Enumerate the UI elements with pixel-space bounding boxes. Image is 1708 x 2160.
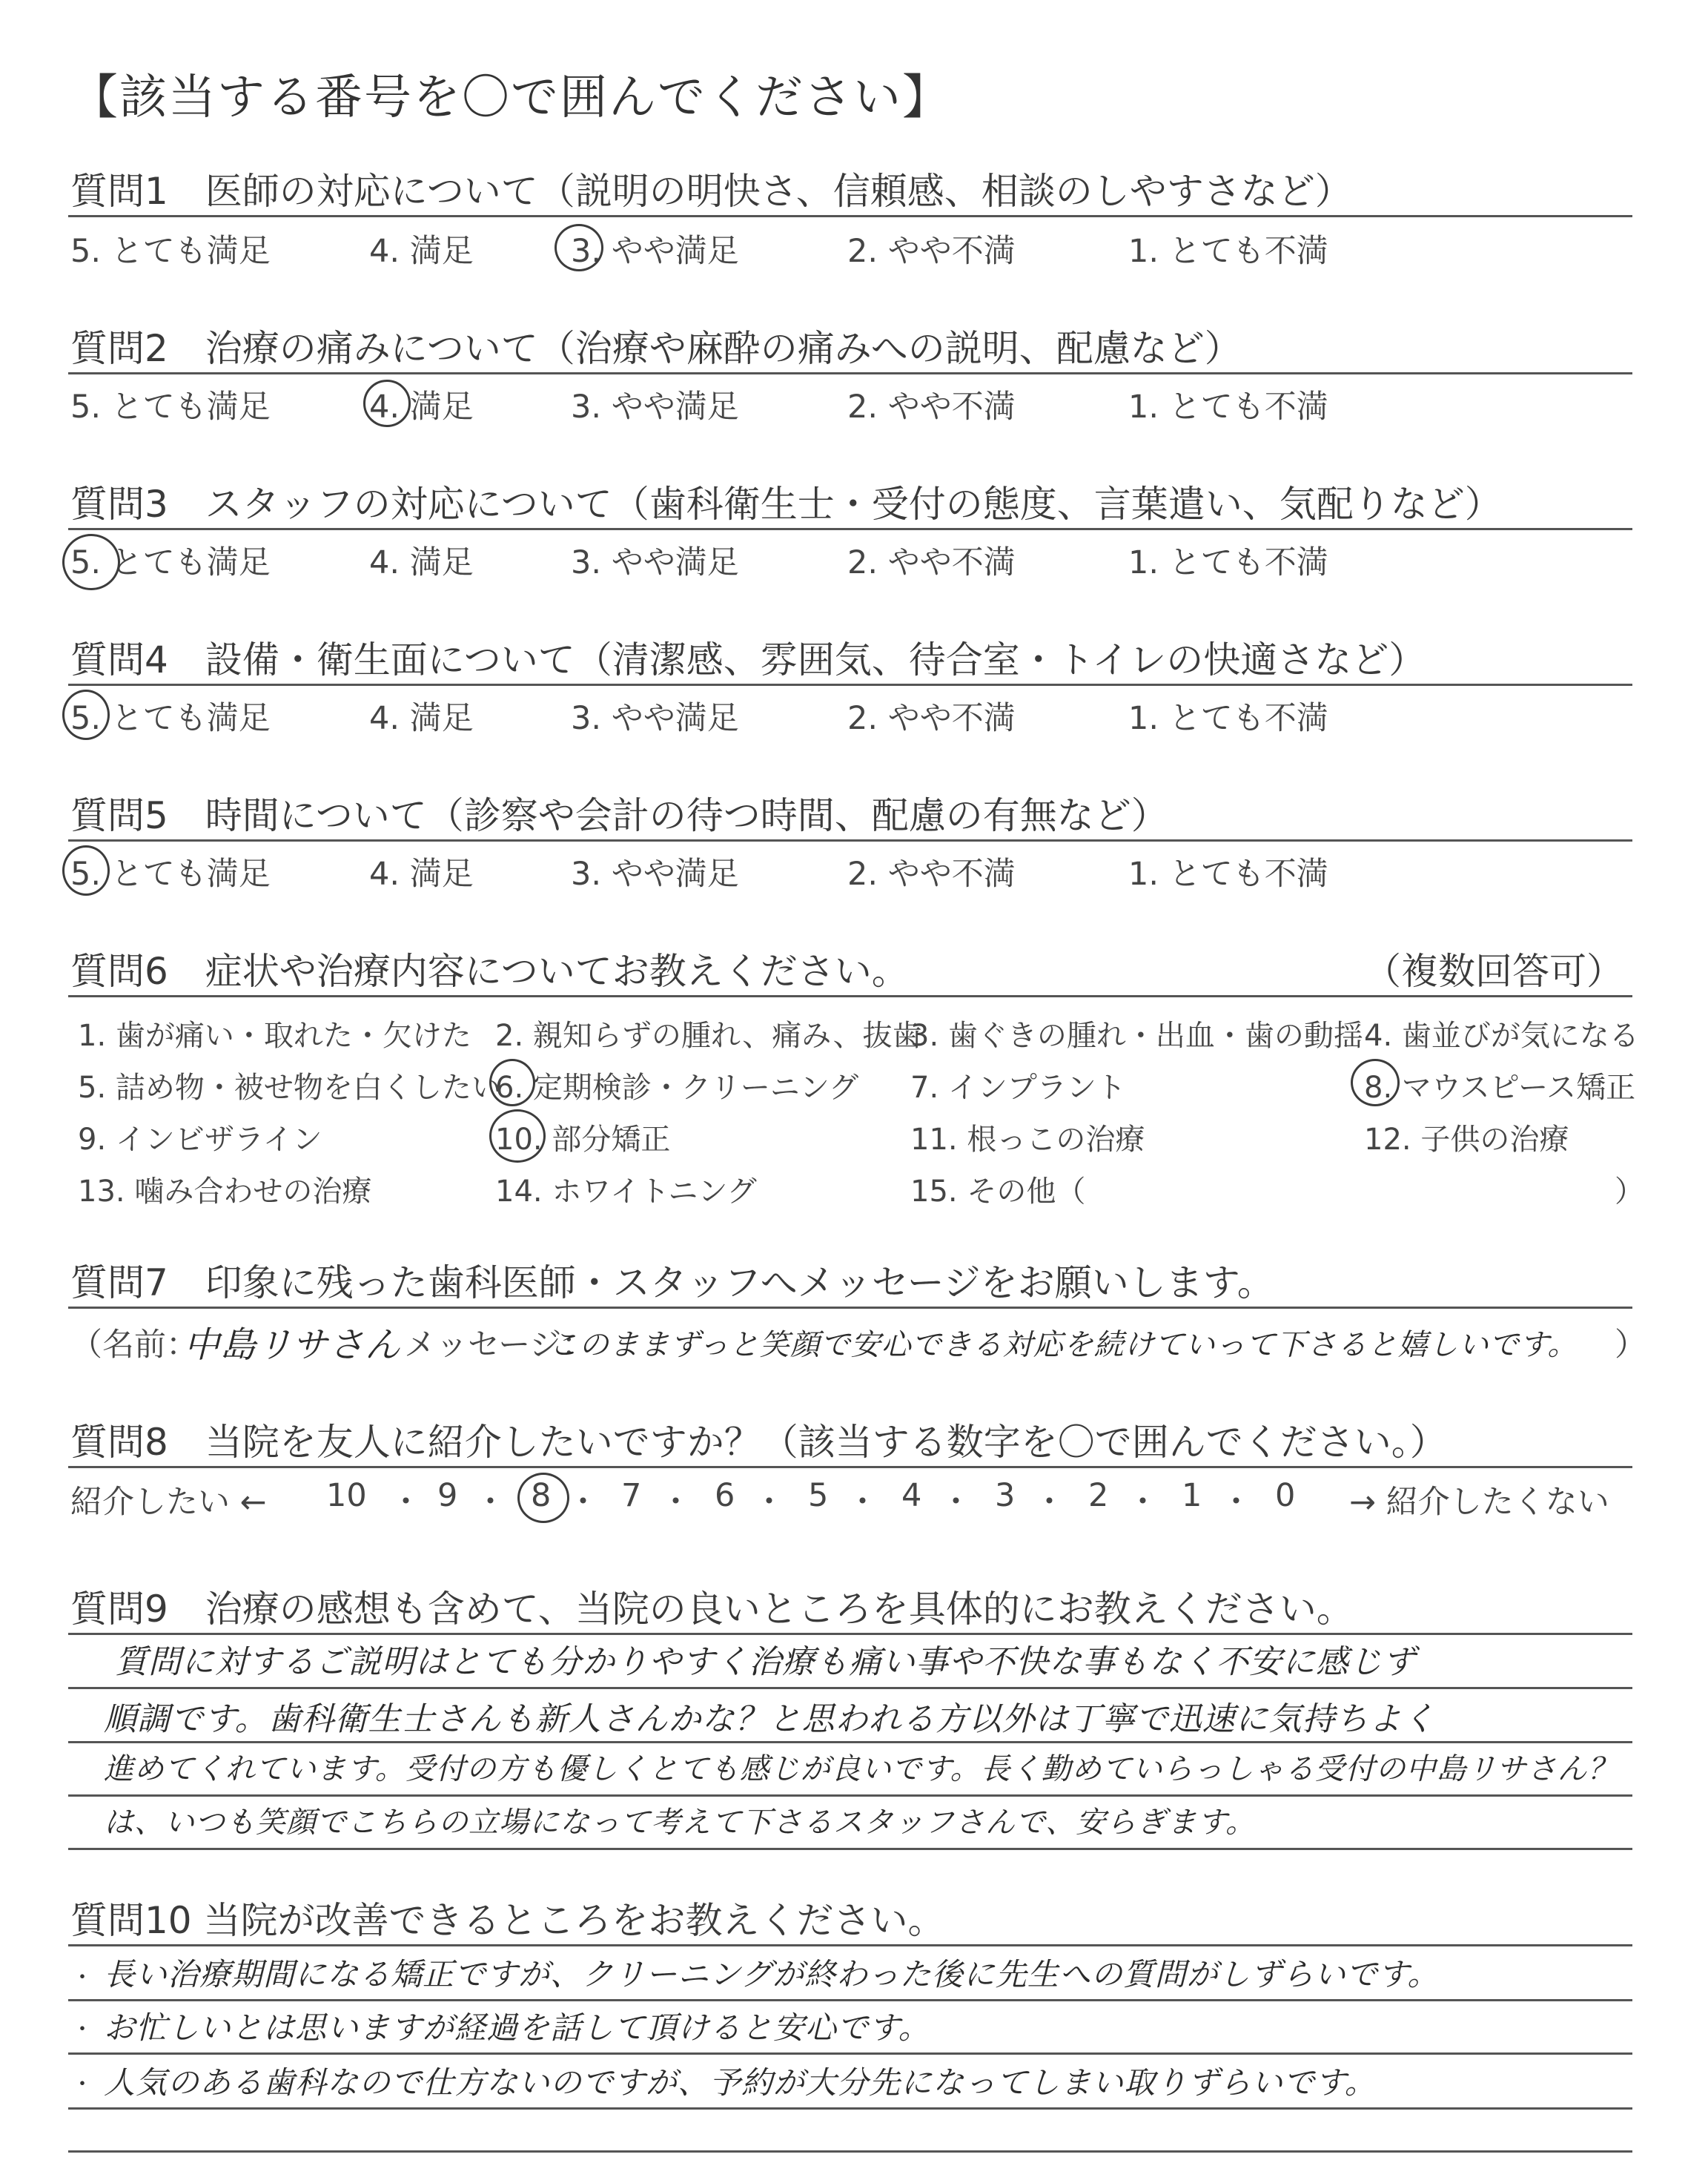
writing-line — [68, 1794, 1632, 1797]
multi-answer-note: （複数回答可） — [1364, 950, 1623, 993]
bullet-mark: ・ — [71, 2072, 93, 2098]
scale-dot: ・ — [474, 1484, 506, 1521]
scale-9[interactable]: 9 — [437, 1477, 458, 1514]
message-close-paren: ） — [1615, 1327, 1646, 1364]
q5-option-2[interactable]: 2. やや不満 — [847, 856, 1016, 893]
q4-option-2[interactable]: 2. やや不満 — [847, 700, 1016, 737]
question-1-label: 質問1 医師の対応について（説明の明快さ、信頼感、相談のしやすさなど） — [70, 170, 1352, 213]
bullet-mark: ・ — [71, 1965, 93, 1991]
q5-option-3[interactable]: 3. やや満足 — [571, 856, 739, 893]
scale-dot: ・ — [390, 1484, 422, 1521]
scale-3[interactable]: 3 — [995, 1477, 1016, 1514]
q4-option-4[interactable]: 4. 満足 — [369, 700, 474, 737]
other-close-paren: ） — [1615, 1175, 1644, 1209]
q6-item-7[interactable]: 7. インプラント — [910, 1071, 1126, 1105]
q3-option-4[interactable]: 4. 満足 — [369, 544, 474, 581]
handwritten-line: 進めてくれています。受付の方も優しくとても感じが良いです。長く勤めていらっしゃる受付の中島リサさん？ — [104, 1752, 1618, 1786]
selection-circle — [489, 1059, 535, 1106]
q5-option-5[interactable]: 5. とても満足 — [70, 856, 271, 893]
selection-circle — [62, 690, 110, 740]
question-6-label: 質問6 症状や治療内容についてお教えください。 — [70, 950, 909, 993]
scale-6[interactable]: 6 — [715, 1477, 735, 1514]
question-10-label: 質問10 当院が改善できるところをお教えください。 — [70, 1899, 945, 1942]
writing-line — [68, 2150, 1632, 2153]
q6-item-4[interactable]: 4. 歯並びが気になる — [1364, 1019, 1639, 1053]
selection-circle — [555, 224, 603, 271]
scale-4[interactable]: 4 — [901, 1477, 922, 1514]
q1-option-3[interactable]: 3. やや満足 — [571, 233, 739, 270]
q6-item-11[interactable]: 11. 根っこの治療 — [910, 1123, 1145, 1157]
question-4-label: 質問4 設備・衛生面について（清潔感、雰囲気、待合室・トイレの快適さなど） — [70, 638, 1426, 681]
divider — [68, 684, 1632, 686]
question-7-label: 質問7 印象に残った歯科医師・スタッフへメッセージをお願いします。 — [70, 1261, 1274, 1304]
message-label: メッセージ： — [404, 1327, 594, 1364]
question-5-label: 質問5 時間について（診察や会計の待つ時間、配慮の有無など） — [70, 794, 1168, 837]
scale-0[interactable]: 0 — [1275, 1477, 1296, 1514]
q6-item-1[interactable]: 1. 歯が痛い・取れた・欠けた — [78, 1019, 471, 1053]
handwritten-name[interactable]: 中島リサさん — [184, 1324, 402, 1366]
q2-option-4[interactable]: 4. 満足 — [369, 389, 474, 426]
writing-line — [68, 2107, 1632, 2110]
q6-item-6[interactable]: 6. 定期検診・クリーニング — [495, 1071, 859, 1105]
scale-10[interactable]: 10 — [326, 1477, 367, 1514]
q1-option-2[interactable]: 2. やや不満 — [847, 233, 1016, 270]
writing-line — [68, 2052, 1632, 2055]
q5-option-1[interactable]: 1. とても不満 — [1128, 856, 1328, 893]
scale-2[interactable]: 2 — [1088, 1477, 1109, 1514]
q1-option-1[interactable]: 1. とても不満 — [1128, 233, 1328, 270]
q6-item-15[interactable]: 15. その他（ — [910, 1175, 1086, 1209]
writing-line — [68, 1687, 1632, 1689]
scale-7[interactable]: 7 — [621, 1477, 642, 1514]
bullet-mark: ・ — [71, 2017, 93, 2043]
divider — [68, 372, 1632, 374]
question-2-label: 質問2 治療の痛みについて（治療や麻酔の痛みへの説明、配慮など） — [70, 327, 1242, 370]
scale-dot: ・ — [847, 1484, 878, 1521]
divider — [68, 1307, 1632, 1309]
form-title: 【該当する番号を〇で囲んでください】 — [70, 70, 951, 125]
q4-option-5[interactable]: 5. とても満足 — [70, 700, 271, 737]
q1-option-5[interactable]: 5. とても満足 — [70, 233, 271, 270]
q2-option-1[interactable]: 1. とても不満 — [1128, 389, 1328, 426]
q3-option-5[interactable]: 5. とても満足 — [70, 544, 271, 581]
recommend-left-label: 紹介したい ← — [70, 1484, 267, 1521]
handwritten-line: 人気のある歯科なので仕方ないのですが、予約が大分先になってしまい取りずらいです。 — [104, 2064, 1377, 2101]
q6-item-2[interactable]: 2. 親知らずの腫れ、痛み、抜歯 — [495, 1019, 922, 1053]
handwritten-line: 長い治療期間になる矯正ですが、クリーニングが終わった後に先生への質問がしずらいです。 — [104, 1956, 1440, 1992]
scale-dot: ・ — [1033, 1484, 1065, 1521]
selection-circle — [62, 845, 110, 896]
scale-dot: ・ — [660, 1484, 692, 1521]
scale-dot: ・ — [1127, 1484, 1159, 1521]
handwritten-line: お忙しいとは思いますが経過を話して頂けると安心です。 — [104, 2009, 930, 2046]
writing-line — [68, 1848, 1632, 1850]
divider — [68, 839, 1632, 842]
handwritten-line: は、いつも笑顔でこちらの立場になって考えて下さるスタッフさんで、安らぎます。 — [104, 1806, 1256, 1840]
divider — [68, 1944, 1632, 1946]
scale-5[interactable]: 5 — [808, 1477, 829, 1514]
name-label: （名前： — [70, 1327, 198, 1364]
handwritten-message[interactable]: このままずっと笑顔で安心できる対応を続けていって下さると嬉しいです。 — [549, 1328, 1578, 1362]
q3-option-2[interactable]: 2. やや不満 — [847, 544, 1016, 581]
scale-dot: ・ — [567, 1484, 599, 1521]
scale-dot: ・ — [753, 1484, 785, 1521]
q6-item-5[interactable]: 5. 詰め物・被せ物を白くしたい — [78, 1071, 501, 1105]
handwritten-line: 質問に対するご説明はとても分かりやすく治療も痛い事や不快な事もなく不安に感じず — [115, 1643, 1416, 1681]
q2-option-3[interactable]: 3. やや満足 — [571, 389, 739, 426]
divider — [68, 1466, 1632, 1468]
writing-line — [68, 1999, 1632, 2001]
scale-8[interactable]: 8 — [531, 1477, 552, 1514]
q6-item-13[interactable]: 13. 噛み合わせの治療 — [78, 1175, 372, 1209]
question-8-label: 質問8 当院を友人に紹介したいですか？（該当する数字を〇で囲んでください。） — [70, 1421, 1447, 1464]
writing-line — [68, 1741, 1632, 1743]
handwritten-line: 順調です。歯科衛生士さんも新人さんかな？と思われる方以外は丁寧で迅速に気持ちよく — [104, 1700, 1436, 1738]
q3-option-3[interactable]: 3. やや満足 — [571, 544, 739, 581]
divider — [68, 995, 1632, 997]
q4-option-3[interactable]: 3. やや満足 — [571, 700, 739, 737]
q5-option-4[interactable]: 4. 満足 — [369, 856, 474, 893]
scale-1[interactable]: 1 — [1182, 1477, 1202, 1514]
divider — [68, 528, 1632, 530]
q6-item-14[interactable]: 14. ホワイトニング — [495, 1175, 757, 1209]
q6-item-3[interactable]: 3. 歯ぐきの腫れ・出血・歯の動揺 — [910, 1019, 1363, 1053]
selection-circle — [489, 1109, 546, 1163]
scale-dot: ・ — [940, 1484, 972, 1521]
q1-option-4[interactable]: 4. 満足 — [369, 233, 474, 270]
q6-item-9[interactable]: 9. インビザライン — [78, 1123, 322, 1157]
q3-option-1[interactable]: 1. とても不満 — [1128, 544, 1328, 581]
selection-circle — [517, 1473, 569, 1523]
question-3-label: 質問3 スタッフの対応について（歯科衛生士・受付の態度、言葉遣い、気配りなど） — [70, 483, 1502, 526]
q2-option-5[interactable]: 5. とても満足 — [70, 389, 271, 426]
q6-item-8[interactable]: 8. マウスピース矯正 — [1364, 1071, 1636, 1105]
q2-option-2[interactable]: 2. やや不満 — [847, 389, 1016, 426]
question-9-label: 質問9 治療の感想も含めて、当院の良いところを具体的にお教えください。 — [70, 1588, 1354, 1631]
scale-dot: ・ — [1220, 1484, 1252, 1521]
recommend-right-label: → 紹介したくない — [1349, 1484, 1609, 1521]
selection-circle — [1351, 1059, 1400, 1106]
selection-circle — [62, 534, 120, 590]
q4-option-1[interactable]: 1. とても不満 — [1128, 700, 1328, 737]
q6-item-10[interactable]: 10. 部分矯正 — [495, 1123, 671, 1157]
q6-item-12[interactable]: 12. 子供の治療 — [1364, 1123, 1569, 1157]
selection-circle — [363, 380, 411, 427]
divider — [68, 215, 1632, 217]
